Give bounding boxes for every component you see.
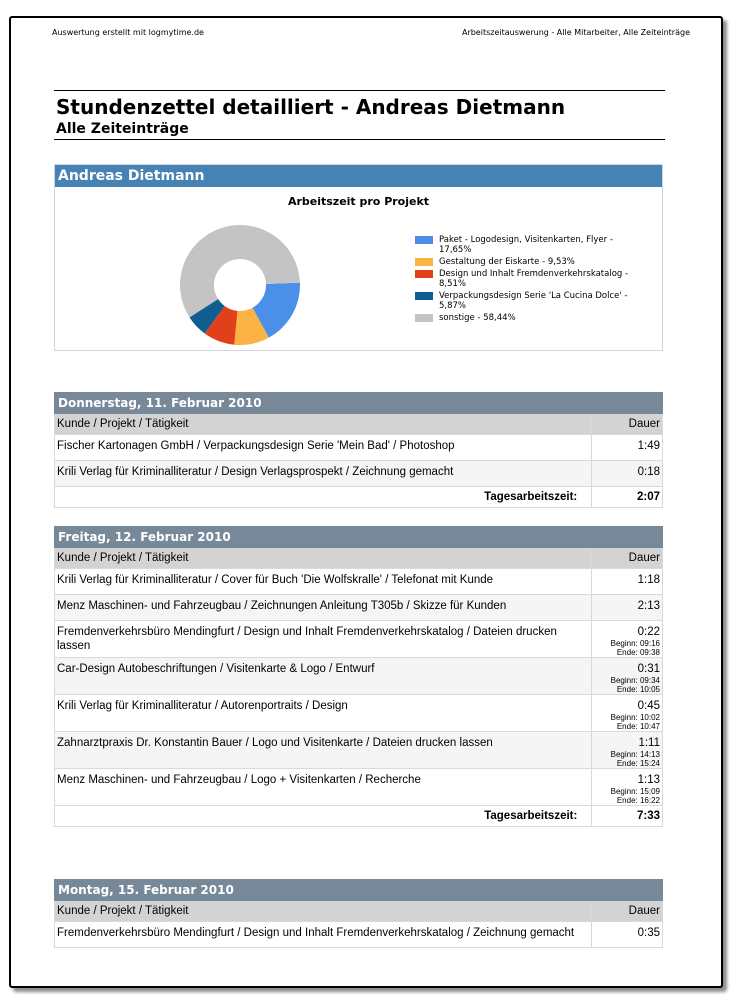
entry-duration: 0:31 (637, 663, 660, 675)
entry-desc: Fischer Kartonagen GmbH / Verpackungsdesign Serie 'Mein Bad' / Photoshop (55, 435, 592, 461)
report-title-block (54, 90, 665, 140)
day-date: Montag, 15. Februar 2010 (55, 880, 663, 901)
legend-entry-4 (415, 313, 645, 323)
day-total-row (55, 487, 663, 508)
day-table-0 (54, 392, 663, 508)
entry-duration: 0:45 (637, 700, 660, 712)
chart-panel (54, 164, 663, 351)
legend-label: Verpackungsdesign Serie 'La Cucina Dolce' - 5,87% (439, 291, 628, 311)
table-row (55, 695, 663, 732)
day-total-row (55, 806, 663, 827)
entry-duration-cell (592, 769, 663, 806)
entry-duration: 1:18 (592, 569, 663, 595)
entry-desc: Krili Verlag für Kriminalliteratur / Cover für Buch 'Die Wolfskralle' / Telefonat mit Kunde (55, 569, 592, 595)
day-table-2 (54, 879, 663, 948)
entry-duration: 1:13 (637, 774, 660, 786)
total-duration: 7:33 (592, 806, 663, 827)
report-subtitle: Alle Zeiteinträge (56, 121, 189, 137)
chart-title: Arbeitszeit pro Projekt (287, 195, 430, 208)
legend-swatch (415, 292, 433, 300)
table-row (55, 461, 663, 487)
entry-end: Ende: 10:47 (616, 722, 660, 731)
entry-desc: Zahnarztpraxis Dr. Konstantin Bauer / Logo und Visitenkarte / Dateien drucken lassen (55, 732, 592, 769)
entry-duration-cell (592, 695, 663, 732)
legend-entry-0 (415, 235, 645, 255)
column-header-desc: Kunde / Projekt / Tätigkeit (55, 548, 592, 569)
total-duration: 2:07 (592, 487, 663, 508)
legend-label: sonstige - 58,44% (439, 313, 516, 323)
entry-desc: Menz Maschinen- und Fahrzeugbau / Logo + Visitenkarten / Recherche (55, 769, 592, 806)
legend-swatch (415, 270, 433, 278)
total-label: Tagesarbeitszeit: (55, 806, 592, 827)
legend-entry-3 (415, 291, 645, 311)
entry-begin: Beginn: 15:09 (610, 787, 660, 796)
entry-duration: 0:35 (591, 922, 662, 948)
legend-label: Design und Inhalt Fremdenverkehrskatalog - 8,51% (439, 269, 629, 289)
day-table-1 (54, 526, 663, 827)
entry-begin: Beginn: 10:02 (610, 713, 660, 722)
entry-duration-cell (592, 658, 663, 695)
entry-duration: 1:49 (592, 435, 663, 461)
day-date: Freitag, 12. Februar 2010 (55, 527, 663, 548)
legend-swatch (415, 258, 433, 266)
project-pie-chart (170, 215, 310, 355)
entry-end: Ende: 15:24 (616, 759, 660, 768)
legend-swatch (415, 314, 433, 322)
legend-swatch (415, 236, 433, 244)
legend-label: Paket - Logodesign, Visitenkarten, Flyer - 17,65% (439, 235, 613, 255)
table-row (55, 435, 663, 461)
day-date: Donnerstag, 11. Februar 2010 (55, 393, 663, 414)
table-row (55, 732, 663, 769)
entry-duration: 0:18 (592, 461, 663, 487)
table-row (55, 658, 663, 695)
entry-begin: Beginn: 14:13 (610, 750, 660, 759)
entry-end: Ende: 10:05 (616, 685, 660, 694)
table-row (55, 569, 663, 595)
chart-legend (415, 235, 645, 325)
total-label: Tagesarbeitszeit: (55, 487, 592, 508)
legend-entry-1 (415, 257, 645, 267)
entry-duration: 2:13 (592, 595, 663, 621)
column-header-desc: Kunde / Projekt / Tätigkeit (55, 901, 592, 922)
column-header-dur: Dauer (592, 414, 663, 435)
entry-desc: Fremdenverkehrsbüro Mendingfurt / Design und Inhalt Fremdenverkehrskatalog / Dateien drucken lassen (55, 621, 592, 658)
column-header-dur: Dauer (592, 548, 663, 569)
entry-duration: 1:11 (638, 737, 660, 749)
entry-end: Ende: 09:38 (616, 648, 660, 657)
entry-desc: Krili Verlag für Kriminalliteratur / Autorenportraits / Design (55, 695, 592, 732)
report-title: Stundenzettel detailliert - Andreas Dietmann (56, 95, 566, 119)
table-row (55, 595, 663, 621)
entry-begin: Beginn: 09:16 (610, 639, 660, 648)
entry-duration-cell (592, 621, 663, 658)
table-row (55, 621, 663, 658)
table-row (55, 922, 663, 948)
entry-desc: Krili Verlag für Kriminalliteratur / Design Verlagsprospekt / Zeichnung gemacht (55, 461, 592, 487)
table-row (55, 769, 663, 806)
entry-duration: 0:22 (637, 626, 660, 638)
entry-desc: Menz Maschinen- und Fahrzeugbau / Zeichnungen Anleitung T305b / Skizze für Kunden (55, 595, 592, 621)
employee-band: Andreas Dietmann (55, 165, 662, 187)
legend-entry-2 (415, 269, 645, 289)
legend-label: Gestaltung der Eiskarte - 9,53% (439, 257, 575, 267)
entry-duration-cell (592, 732, 663, 769)
entry-desc: Car-Design Autobeschriftungen / Visitenkarte & Logo / Entwurf (55, 658, 592, 695)
header-generated-by: Auswertung erstellt mit logmytime.de (52, 28, 204, 37)
column-header-desc: Kunde / Projekt / Tätigkeit (55, 414, 592, 435)
entry-begin: Beginn: 09:34 (610, 676, 660, 685)
entry-end: Ende: 16:22 (616, 796, 660, 805)
header-report-scope: Arbeitszeitauswerung - Alle Mitarbeiter, Alle Zeiteinträge (461, 28, 690, 37)
column-header-dur: Dauer (591, 901, 662, 922)
entry-desc: Fremdenverkehrsbüro Mendingfurt / Design und Inhalt Fremdenverkehrskatalog / Zeichnung gemacht (55, 922, 592, 948)
